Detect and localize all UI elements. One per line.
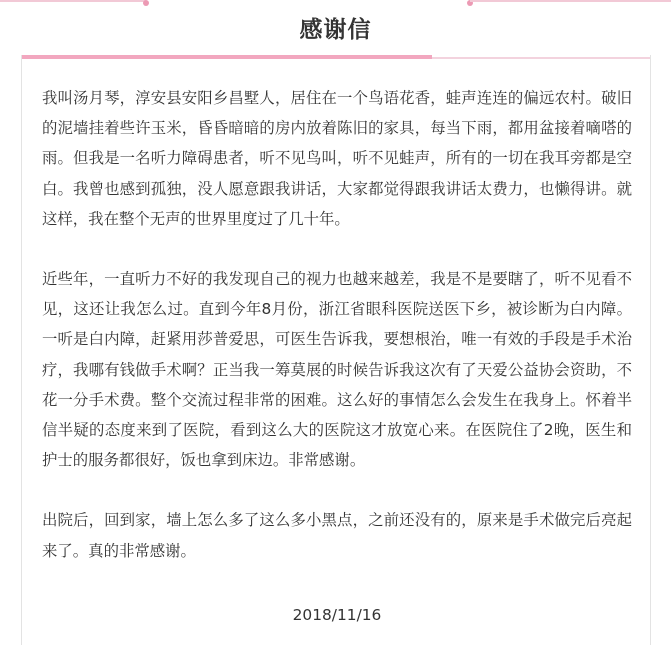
letter-paragraph: 我叫汤月琴，淳安县安阳乡昌墅人，居住在一个鸟语花香，蛙声连连的偏远农村。破旧的泥墙挂着些许玉米，昏昏暗暗的房内放着陈旧的家具，每当下雨，都用盆接着嘀嗒的雨。但我是一名听力障碍患者，听不见鸟叫，听不见蛙声，所有的一切在我耳旁都是空白。我曾也感到孤独，没人愿意跟我讲话，大家都觉得跟我讲话太费力，也懒得讲。就这样，我在整个无声的世界里度过了几十年。 (42, 89, 632, 228)
top-decor-line-right (470, 0, 671, 2)
top-decor-line-left (0, 0, 146, 2)
letter-date: 2018/11/16 (292, 606, 382, 624)
page-title: 感谢信 (299, 17, 372, 43)
letter-paragraph: 出院后，回到家，墙上怎么多了这么多小黑点，之前还没有的，原来是手术做完后亮起来了。真的非常感谢。 (42, 511, 632, 560)
letter-paragraph: 近些年，一直听力不好的我发现自己的视力也越来越差，我是不是要瞎了，听不见看不见，这还让我怎么过。直到今年8月份，浙江省眼科医院送医下乡，被诊断为白内障。一听是白内障，赶紧用莎普爱思，可医生告诉我，要想根治，唯一有效的手段是手术治疗，我哪有钱做手术啊？正当我一筹莫展的时候告诉我这次有了天爱公益协会资助，不花一分手术费。整个交流过程非常的困难。这么好的事情怎么会发生在我身上。怀着半信半疑的态度来到了医院，看到这么大的医院这才放宽心来。在医院住了2晚，医生和护士的服务都很好，饭也拿到床边。非常感谢。 (42, 270, 632, 470)
top-decor-dot-left (143, 0, 149, 6)
card-accent-bar (22, 55, 432, 59)
letter-card (21, 55, 651, 645)
letter-body (42, 83, 632, 596)
card-top-border (432, 57, 650, 59)
